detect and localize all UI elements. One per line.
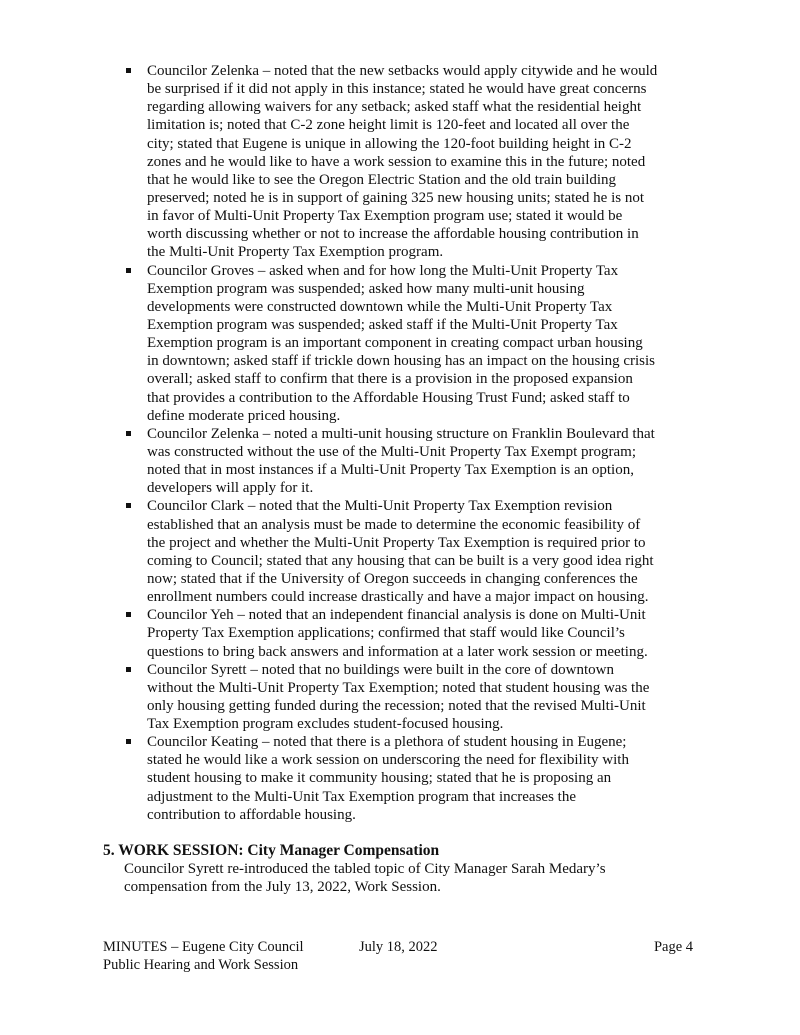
- text-line: that he would like to see the Oregon Electric Station and the old train building: [147, 171, 617, 188]
- text-line: without the Multi-Unit Property Tax Exemption; noted that student housing was the: [147, 679, 650, 696]
- text-line: only housing getting funded during the recession; noted that the revised Multi-Unit: [147, 697, 646, 714]
- bullet-icon: [126, 503, 131, 508]
- text-line: Property Tax Exemption applications; confirmed that staff would like Council’s: [147, 625, 625, 642]
- page-footer: [103, 938, 693, 974]
- text-line: Councilor Zelenka – noted a multi-unit housing structure on Franklin Boulevard that: [147, 425, 655, 442]
- bullet-icon: [126, 68, 131, 73]
- text-line: noted that in most instances if a Multi-Unit Property Tax Exemption is an option,: [147, 462, 634, 479]
- text-line: define moderate priced housing.: [147, 407, 341, 424]
- text-line: Exemption program was suspended; asked staff if the Multi-Unit Property Tax: [147, 316, 618, 333]
- text-line: Councilor Clark – noted that the Multi-Unit Property Tax Exemption revision: [147, 498, 613, 515]
- text-line: regarding allowing waivers for any setback; asked staff what the residential height: [147, 99, 642, 116]
- bullet-icon: [126, 667, 131, 672]
- text-line: stated he would like a work session on underscoring the need for flexibility with: [147, 752, 629, 769]
- text-line: compensation from the July 13, 2022, Work Session.: [124, 879, 441, 896]
- work-session-section: [103, 842, 703, 896]
- text-line: now; stated that if the University of Oregon succeeds in changing conferences the: [147, 570, 638, 587]
- text-line: developments were constructed downtown while the Multi-Unit Property Tax: [147, 298, 613, 315]
- text-line: Tax Exemption program excludes student-focused housing.: [147, 716, 504, 733]
- text-line: Councilor Keating – noted that there is a plethora of student housing in Eugene;: [147, 734, 627, 751]
- text-line: preserved; noted he is in support of gaining 325 new housing units; stated he is not: [147, 189, 645, 206]
- footer-title: MINUTES – Eugene City Council: [103, 939, 304, 955]
- text-line: contribution to affordable housing.: [147, 806, 356, 823]
- text-line: city; stated that Eugene is unique in allowing the 120-foot building height in C-2: [147, 135, 632, 152]
- text-line: worth discussing whether or not to increase the affordable housing contribution in: [147, 226, 639, 243]
- bullet-icon: [126, 612, 131, 617]
- list-item: [147, 733, 707, 824]
- footer-subtitle: Public Hearing and Work Session: [103, 957, 299, 973]
- councilor-comments-list: [147, 62, 707, 824]
- text-line: enrollment numbers could increase drastically and have a major impact on housing.: [147, 589, 649, 606]
- text-line: Councilor Syrett re-introduced the tabled topic of City Manager Sarah Medary’s: [124, 861, 606, 877]
- text-line: limitation is; noted that C-2 zone height limit is 120-feet and located all over the: [147, 117, 630, 134]
- text-line: questions to bring back answers and information at a later work session or meeting.: [147, 643, 648, 660]
- text-line: that provides a contribution to the Affordable Housing Trust Fund; asked staff to: [147, 389, 630, 406]
- text-line: in favor of Multi-Unit Property Tax Exemption program use; stated it would be: [147, 208, 623, 225]
- list-item: [147, 262, 707, 425]
- footer-date: July 18, 2022: [359, 939, 438, 955]
- text-line: in downtown; asked staff if trickle down housing has an impact on the housing crisis: [147, 353, 655, 370]
- text-line: was constructed without the use of the Multi-Unit Property Tax Exempt program;: [147, 443, 636, 460]
- text-line: zones and he would like to have a work session to examine this in the future; noted: [147, 153, 646, 170]
- text-line: be surprised if it did not apply in this instance; stated he would have great concerns: [147, 81, 647, 98]
- text-line: adjustment to the Multi-Unit Tax Exemption program that increases the: [147, 788, 576, 805]
- text-line: Exemption program was suspended; asked how many multi-unit housing: [147, 280, 585, 297]
- bullet-icon: [126, 268, 131, 273]
- text-line: Councilor Zelenka – noted that the new setbacks would apply citywide and he would: [147, 63, 658, 79]
- text-line: Councilor Groves – asked when and for how long the Multi-Unit Property Tax: [147, 262, 619, 279]
- section-body: [103, 860, 703, 896]
- list-item: [147, 62, 707, 262]
- section-heading: 5. WORK SESSION: City Manager Compensation: [103, 842, 440, 859]
- text-line: Councilor Yeh – noted that an independent financial analysis is done on Multi-Unit: [147, 607, 646, 624]
- list-item: [147, 606, 707, 660]
- list-item: [147, 497, 707, 606]
- text-line: coming to Council; stated that any housing that can be built is a very good idea right: [147, 552, 654, 569]
- text-line: student housing to make it community housing; stated that he is proposing an: [147, 770, 612, 787]
- text-line: developers will apply for it.: [147, 480, 314, 497]
- text-line: the project and whether the Multi-Unit Property Tax Exemption is required prior to: [147, 534, 646, 551]
- list-item: [147, 425, 707, 498]
- text-line: Councilor Syrett – noted that no buildings were built in the core of downtown: [147, 661, 615, 678]
- bullet-icon: [126, 739, 131, 744]
- page-number: Page 4: [653, 939, 693, 955]
- text-line: overall; asked staff to confirm that there is a provision in the proposed expansion: [147, 371, 633, 388]
- bullet-icon: [126, 431, 131, 436]
- text-line: established that an analysis must be made to determine the economic feasibility of: [147, 516, 641, 533]
- text-line: Exemption program is an important component in creating compact urban housing: [147, 335, 643, 352]
- list-item: [147, 661, 707, 734]
- text-line: the Multi-Unit Property Tax Exemption program.: [147, 244, 444, 261]
